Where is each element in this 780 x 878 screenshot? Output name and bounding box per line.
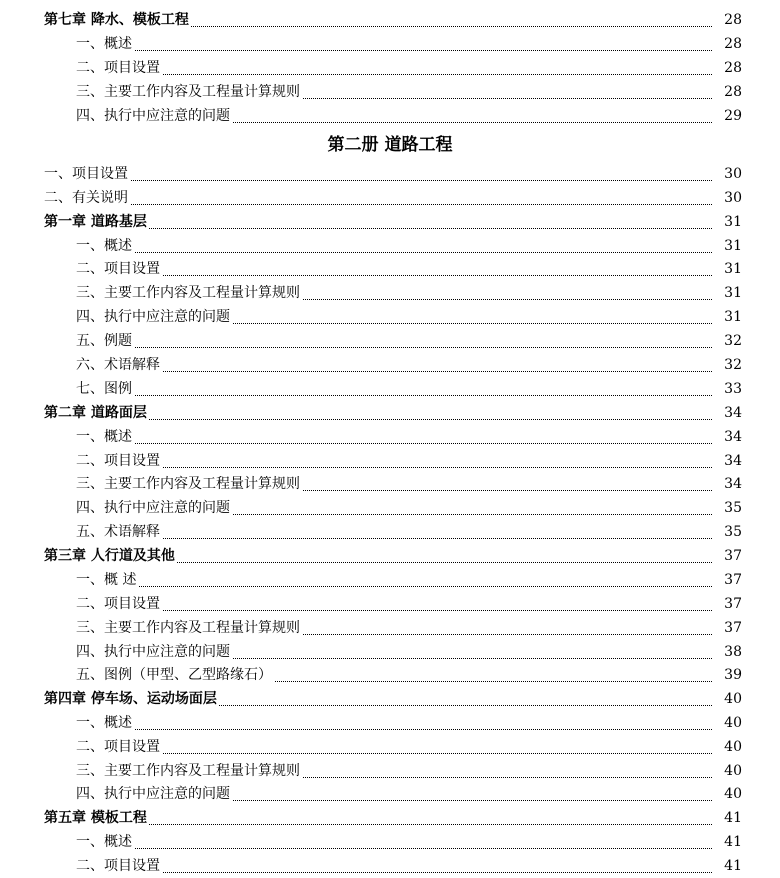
toc-page-number: 41: [712, 831, 742, 853]
toc-entry-title: 第一章 道路基层: [44, 211, 149, 233]
toc-entry-title: 一、概述: [76, 33, 134, 55]
toc-entry-title: 一、概述: [76, 712, 134, 734]
leader-dots: [76, 564, 740, 587]
toc-page-number: 30: [712, 163, 742, 185]
toc-section-entry[interactable]: [0, 105, 780, 127]
toc-entry-title: 第七章 降水、模板工程: [44, 9, 191, 31]
toc-page-number: 32: [712, 354, 742, 376]
toc-page-number: 37: [712, 593, 742, 615]
toc-page-number: 41: [712, 855, 742, 877]
toc-entry-title: 四、执行中应注意的问题: [76, 641, 232, 663]
toc-entry-title: 三、主要工作内容及工程量计算规则: [76, 81, 302, 103]
toc-entry-title: 一、概述: [76, 235, 134, 257]
leader-dots: [76, 445, 740, 468]
toc-page-number: 31: [712, 235, 742, 257]
leader-dots: [76, 253, 740, 276]
toc-entry-title: 四、执行中应注意的问题: [76, 497, 232, 519]
leader-dots: [76, 707, 740, 730]
toc-page-number: 31: [712, 306, 742, 328]
leader-dots: [76, 230, 740, 253]
toc-entry-title: 二、项目设置: [76, 593, 162, 615]
toc-page-number: 28: [712, 57, 742, 79]
leader-dots: [76, 516, 740, 539]
toc-page-number: 39: [712, 664, 742, 686]
toc-entry-title: 一、概述: [76, 426, 134, 448]
toc-section-entry[interactable]: [0, 855, 780, 877]
leader-dots: [44, 182, 740, 205]
toc-entry-title: 二、项目设置: [76, 855, 162, 877]
toc-page-number: 37: [712, 617, 742, 639]
toc-entry-title: 四、执行中应注意的问题: [76, 105, 232, 127]
toc-entry-title: 三、主要工作内容及工程量计算规则: [76, 282, 302, 304]
toc-page-number: 40: [712, 736, 742, 758]
leader-dots: [76, 588, 740, 611]
leader-dots: [76, 421, 740, 444]
leader-dots: [76, 850, 740, 873]
toc-entry-title: 二、有关说明: [44, 187, 130, 209]
toc-page-number: 32: [712, 330, 742, 352]
toc-entry-title: 三、主要工作内容及工程量计算规则: [76, 473, 302, 495]
toc-page-number: 38: [712, 641, 742, 663]
toc-page-number: 28: [712, 33, 742, 55]
toc-page-number: 34: [712, 426, 742, 448]
toc-page-number: 37: [712, 569, 742, 591]
toc-entry-title: 五、术语解释: [76, 521, 162, 543]
toc-entry-title: 第三章 人行道及其他: [44, 545, 177, 567]
toc-entry-title: 四、执行中应注意的问题: [76, 306, 232, 328]
toc-page-number: 37: [712, 545, 742, 567]
toc-page-number: 33: [712, 378, 742, 400]
toc-entry-title: 二、项目设置: [76, 57, 162, 79]
leader-dots: [76, 349, 740, 372]
toc-page-number: 29: [712, 105, 742, 127]
toc-entry-title: 第五章 模板工程: [44, 807, 149, 829]
toc-page-number: 28: [712, 81, 742, 103]
leader-dots: [76, 28, 740, 51]
toc-page-number: 34: [712, 450, 742, 472]
toc-entry-title: 二、项目设置: [76, 450, 162, 472]
leader-dots: [76, 52, 740, 75]
toc-page-number: 40: [712, 783, 742, 805]
toc-entry-title: 五、图例（甲型、乙型路缘石）: [76, 664, 274, 686]
toc-entry-title: 一、概述: [76, 831, 134, 853]
toc-page-number: 30: [712, 187, 742, 209]
toc-entry-title: 三、主要工作内容及工程量计算规则: [76, 617, 302, 639]
toc-entry-title: 六、术语解释: [76, 354, 162, 376]
toc-page-number: 34: [712, 473, 742, 495]
toc-page-number: 40: [712, 688, 742, 710]
toc-page-number: 35: [712, 521, 742, 543]
toc-entry-title: 第二章 道路面层: [44, 402, 149, 424]
toc-page-number: 41: [712, 807, 742, 829]
leader-dots: [44, 158, 740, 181]
toc-entry-title: 三、主要工作内容及工程量计算规则: [76, 760, 302, 782]
toc-entry-title: 二、项目设置: [76, 258, 162, 280]
leader-dots: [76, 731, 740, 754]
toc-entry-title: 四、执行中应注意的问题: [76, 783, 232, 805]
leader-dots: [76, 325, 740, 348]
toc-entry-title: 五、例题: [76, 330, 134, 352]
toc-page-number: 31: [712, 258, 742, 280]
toc-entry-title: 二、项目设置: [76, 736, 162, 758]
toc-page-number: 31: [712, 211, 742, 233]
toc-page-number: 40: [712, 712, 742, 734]
toc-entry-title: 一、项目设置: [44, 163, 130, 185]
toc-page-number: 31: [712, 282, 742, 304]
toc-entry-title: 第四章 停车场、运动场面层: [44, 688, 219, 710]
leader-dots: [76, 373, 740, 396]
toc-page-number: 34: [712, 402, 742, 424]
leader-dots: [76, 826, 740, 849]
toc-entry-title: 七、图例: [76, 378, 134, 400]
toc-page-number: 28: [712, 9, 742, 31]
toc-page-number: 35: [712, 497, 742, 519]
part-heading: 第二册 道路工程: [327, 135, 453, 155]
toc-page-number: 40: [712, 760, 742, 782]
toc-entry-title: 一、概 述: [76, 569, 138, 591]
